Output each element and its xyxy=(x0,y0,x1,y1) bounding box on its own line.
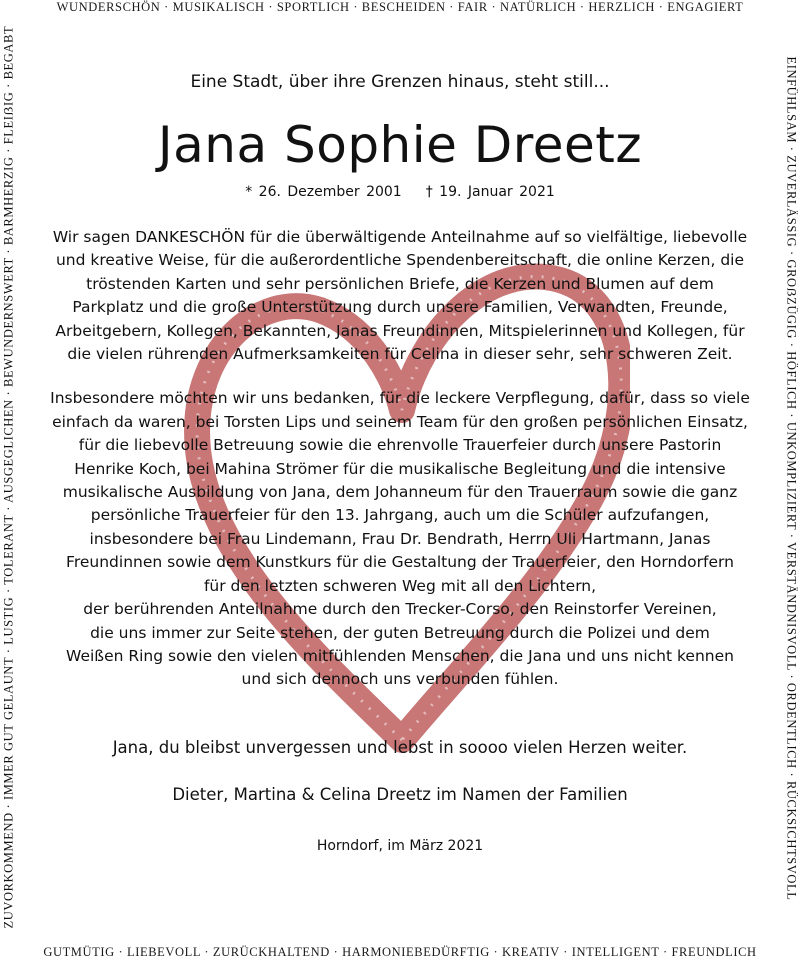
text-line: Henrike Koch, bei Mahina Strömer für die musikalische Begleitung und die intensive xyxy=(74,459,726,478)
text-line: Parkplatz und die große Unterstützung durch unsere Familien, Verwandten, Freunde, xyxy=(72,298,728,317)
text-line: insbesondere bei Frau Lindemann, Frau Dr. Bendrath, Herrn Uli Hartmann, Janas xyxy=(89,529,711,548)
text-line: die vielen rührenden Aufmerksamkeiten für Celina in dieser sehr, sehr schweren Zeit. xyxy=(67,345,733,364)
border-right-text: EINFÜHLSAM · ZUVERLÄSSIG · GROẞZÜGIG · HÖFLICH · UNKOMPLIZIERT · VERSTÄNDNISVOLL · ORDENTLICH · RÜCKSICHTSVOLL xyxy=(784,56,799,901)
notice-content xyxy=(30,60,770,854)
text-line: musikalische Ausbildung von Jana, dem Johanneum für den Trauerraum sowie die ganz xyxy=(62,483,738,502)
closing-line: Jana, du bleibst unvergessen und lebst in soooo vielen Herzen weiter. xyxy=(112,737,688,757)
text-line: einfach da waren, bei Torsten Lips und seinem Team für den großen persönlichen Einsatz, xyxy=(52,412,748,431)
birth-date: * 26. Dezember 2001 xyxy=(245,184,402,200)
text-line: der berührenden Anteilnahme durch den Trecker-Corso, den Reinstorfer Vereinen, xyxy=(83,600,717,619)
text-line: Wir sagen DANKESCHÖN für die überwältigende Anteilnahme auf so vielfältige, liebevolle xyxy=(52,228,748,246)
text-line: Freundinnen sowie dem Kunstkurs für die Gestaltung der Trauerfeier, den Horndorfern xyxy=(66,553,734,572)
text-line: persönliche Trauerfeier für den 13. Jahrgang, auch um die Schüler aufzufangen, xyxy=(90,506,710,525)
text-line: und kreative Weise, für die außerordentliche Spendenbereitschaft, die online Kerzen, die xyxy=(55,251,745,270)
thanks-paragraph-2 xyxy=(30,387,770,691)
text-line: tröstenden Karten und sehr persönlichen Briefe, die Kerzen und Blumen auf dem xyxy=(86,274,714,293)
intro-text: Eine Stadt, über ihre Grenzen hinaus, steht still... xyxy=(190,72,610,92)
place-date: Horndorf, im März 2021 xyxy=(316,837,484,854)
thanks-paragraph-1 xyxy=(30,226,770,366)
border-left-text: ZUVORKOMMEND · IMMER GUT GELAUNT · LUSTIG · TOLERANT · AUSGEGLICHEN · BEWUNDERNSWERT · BARMHERZIG · FLEIẞIG · BEGABT xyxy=(1,25,16,929)
text-line: Arbeitgebern, Kollegen, Bekannten, Janas Freundinnen, Mitspielerinnen und Kollegen, für xyxy=(55,321,745,340)
signature-line: Dieter, Martina & Celina Dreetz im Namen der Familien xyxy=(172,784,628,804)
text-line: die uns immer zur Seite stehen, der guten Betreuung durch die Polizei und dem xyxy=(90,623,710,642)
text-line: für die liebevolle Betreuung sowie die ehrenvolle Trauerfeier durch unsere Pastorin xyxy=(78,436,722,455)
text-line: für den letzten schweren Weg mit all den Lichtern, xyxy=(203,576,597,595)
text-line: Insbesondere möchten wir uns bedanken, für die leckere Verpflegung, dafür, dass so viele xyxy=(50,389,750,408)
text-line: und sich dennoch uns verbunden fühlen. xyxy=(241,670,559,689)
life-dates xyxy=(30,184,770,200)
border-bottom-text: GUTMÜTIG · LIEBEVOLL · ZURÜCKHALTEND · HARMONIEBEDÜRFTIG · KREATIV · INTELLIGENT · FREUNDLICH xyxy=(43,945,757,959)
death-date: † 19. Januar 2021 xyxy=(425,184,555,200)
border-top-text: WUNDERSCHÖN · MUSIKALISCH · SPORTLICH · BESCHEIDEN · FAIR · NATÜRLICH · HERZLICH · ENGAGIERT xyxy=(56,0,744,14)
deceased-name: Jana Sophie Dreetz xyxy=(157,116,643,174)
text-line: Weißen Ring sowie den vielen mitfühlenden Menschen, die Jana und uns nicht kennen xyxy=(66,646,734,665)
